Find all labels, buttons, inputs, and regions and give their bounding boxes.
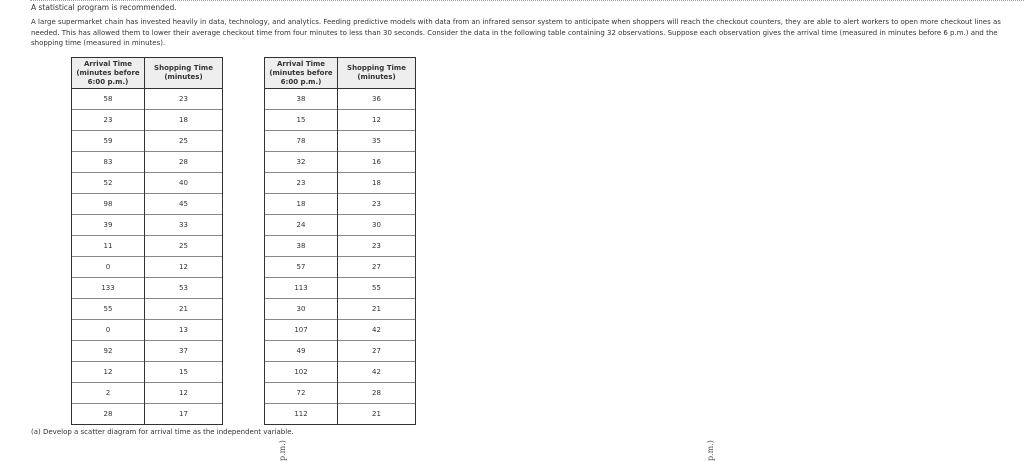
shopping-time-cell: 12 xyxy=(145,257,223,278)
table-row xyxy=(265,299,416,320)
shopping-time-cell: 15 xyxy=(145,362,223,383)
shopping-time-cell: 55 xyxy=(338,278,416,299)
header-shopping-time: Shopping Time (minutes) xyxy=(145,58,223,89)
shopping-time-cell: 12 xyxy=(338,110,416,131)
shopping-time-cell: 28 xyxy=(338,383,416,404)
table-row xyxy=(72,341,223,362)
table-row xyxy=(72,320,223,341)
shopping-time-cell: 16 xyxy=(338,152,416,173)
header-arrival-time: Arrival Time (minutes before 6:00 p.m.) xyxy=(72,58,145,89)
arrival-time-cell: 57 xyxy=(265,257,338,278)
table-row xyxy=(265,215,416,236)
arrival-time-cell: 23 xyxy=(265,173,338,194)
shopping-time-cell: 18 xyxy=(338,173,416,194)
arrival-time-cell: 59 xyxy=(72,131,145,152)
arrival-time-cell: 83 xyxy=(72,152,145,173)
arrival-time-cell: 58 xyxy=(72,89,145,110)
data-table-right xyxy=(264,57,416,425)
shopping-time-cell: 28 xyxy=(145,152,223,173)
data-table-left xyxy=(71,57,223,425)
table-row xyxy=(265,404,416,425)
graph-axis-label: p.m.) xyxy=(706,440,715,461)
table-row xyxy=(72,236,223,257)
table-row xyxy=(265,341,416,362)
shopping-time-cell: 21 xyxy=(338,404,416,425)
arrival-time-cell: 28 xyxy=(72,404,145,425)
arrival-time-cell: 18 xyxy=(265,194,338,215)
shopping-time-cell: 13 xyxy=(145,320,223,341)
header-shopping-time: Shopping Time (minutes) xyxy=(338,58,416,89)
arrival-time-cell: 49 xyxy=(265,341,338,362)
arrival-time-cell: 98 xyxy=(72,194,145,215)
header-arrival-time: Arrival Time (minutes before 6:00 p.m.) xyxy=(265,58,338,89)
table-row xyxy=(72,257,223,278)
shopping-time-cell: 27 xyxy=(338,341,416,362)
shopping-time-cell: 23 xyxy=(145,89,223,110)
table-row xyxy=(72,173,223,194)
table-row xyxy=(265,236,416,257)
shopping-time-cell: 40 xyxy=(145,173,223,194)
top-divider xyxy=(30,0,1024,1)
shopping-time-cell: 45 xyxy=(145,194,223,215)
arrival-time-cell: 32 xyxy=(265,152,338,173)
shopping-time-cell: 37 xyxy=(145,341,223,362)
table-row xyxy=(72,215,223,236)
arrival-time-cell: 113 xyxy=(265,278,338,299)
arrival-time-cell: 52 xyxy=(72,173,145,194)
arrival-time-cell: 11 xyxy=(72,236,145,257)
table-row xyxy=(72,131,223,152)
table-row xyxy=(265,173,416,194)
arrival-time-cell: 133 xyxy=(72,278,145,299)
shopping-time-cell: 17 xyxy=(145,404,223,425)
arrival-time-cell: 0 xyxy=(72,320,145,341)
shopping-time-cell: 23 xyxy=(338,236,416,257)
arrival-time-cell: 15 xyxy=(265,110,338,131)
table-row xyxy=(72,383,223,404)
table-row xyxy=(265,362,416,383)
table-row xyxy=(265,110,416,131)
shopping-time-cell: 23 xyxy=(338,194,416,215)
shopping-time-cell: 27 xyxy=(338,257,416,278)
question-a: (a) Develop a scatter diagram for arrival time as the independent variable. xyxy=(31,428,294,436)
shopping-time-cell: 42 xyxy=(338,320,416,341)
arrival-time-cell: 39 xyxy=(72,215,145,236)
table-row xyxy=(265,131,416,152)
table-row xyxy=(72,152,223,173)
table-row xyxy=(265,278,416,299)
shopping-time-cell: 53 xyxy=(145,278,223,299)
graph-axis-label: p.m.) xyxy=(278,440,287,461)
shopping-time-cell: 30 xyxy=(338,215,416,236)
table-row xyxy=(265,152,416,173)
arrival-time-cell: 30 xyxy=(265,299,338,320)
shopping-time-cell: 35 xyxy=(338,131,416,152)
recommendation-note: A statistical program is recommended. xyxy=(31,3,177,12)
table-row xyxy=(265,383,416,404)
problem-intro: A large supermarket chain has invested heavily in data, technology, and analytics. Feeding predictive models with data from an infrared sensor system to anticipate when shoppers will reach the checkout counters, they are able to alert workers to open more checkout lines as needed. This has allowed them to lower their average checkout time from four minutes to less than 30 seconds. Consider the data in the following table containing 32 observations. Suppose each observation gives the arrival time (measured in minutes before 6 p.m.) and the shopping time (measured in minutes). xyxy=(31,18,1001,47)
arrival-time-cell: 38 xyxy=(265,89,338,110)
arrival-time-cell: 55 xyxy=(72,299,145,320)
arrival-time-cell: 38 xyxy=(265,236,338,257)
shopping-time-cell: 18 xyxy=(145,110,223,131)
arrival-time-cell: 24 xyxy=(265,215,338,236)
arrival-time-cell: 102 xyxy=(265,362,338,383)
shopping-time-cell: 42 xyxy=(338,362,416,383)
table-row xyxy=(72,194,223,215)
table-row xyxy=(265,194,416,215)
table-row xyxy=(265,89,416,110)
shopping-time-cell: 36 xyxy=(338,89,416,110)
table-row xyxy=(265,257,416,278)
arrival-time-cell: 23 xyxy=(72,110,145,131)
table-row xyxy=(72,404,223,425)
table-row xyxy=(265,320,416,341)
shopping-time-cell: 33 xyxy=(145,215,223,236)
arrival-time-cell: 2 xyxy=(72,383,145,404)
arrival-time-cell: 112 xyxy=(265,404,338,425)
arrival-time-cell: 92 xyxy=(72,341,145,362)
shopping-time-cell: 21 xyxy=(338,299,416,320)
shopping-time-cell: 12 xyxy=(145,383,223,404)
table-row xyxy=(72,362,223,383)
table-row xyxy=(72,89,223,110)
shopping-time-cell: 25 xyxy=(145,131,223,152)
table-row xyxy=(72,299,223,320)
shopping-time-cell: 25 xyxy=(145,236,223,257)
arrival-time-cell: 0 xyxy=(72,257,145,278)
table-row xyxy=(72,110,223,131)
arrival-time-cell: 78 xyxy=(265,131,338,152)
arrival-time-cell: 12 xyxy=(72,362,145,383)
arrival-time-cell: 72 xyxy=(265,383,338,404)
shopping-time-cell: 21 xyxy=(145,299,223,320)
table-row xyxy=(72,278,223,299)
arrival-time-cell: 107 xyxy=(265,320,338,341)
